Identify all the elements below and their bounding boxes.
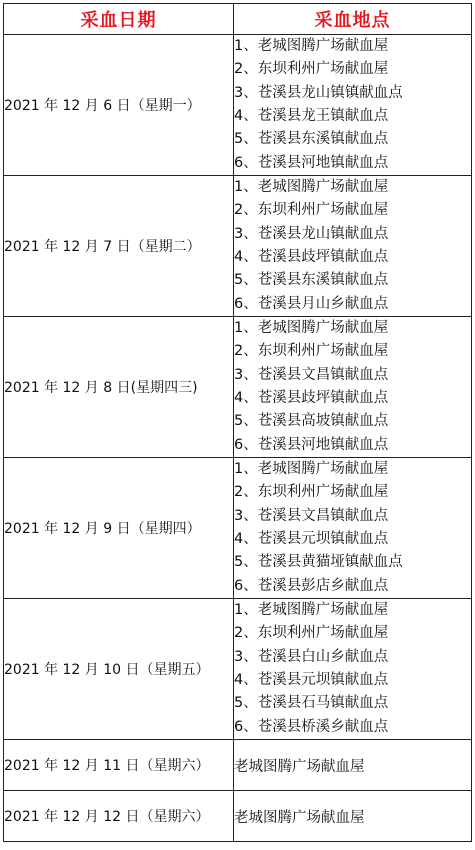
location-item: 5、苍溪县东溪镇献血点 xyxy=(234,131,389,148)
header-row xyxy=(4,4,472,35)
location-item: 6、苍溪县彭店乡献血点 xyxy=(234,577,389,594)
location-item: 4、苍溪县歧坪镇献血点 xyxy=(234,249,389,265)
location-item: 6、苍溪县月山乡献血点 xyxy=(234,295,389,312)
location-item: 4、苍溪县元坝镇献血点 xyxy=(234,531,389,547)
date-cell: 2021 年 12 月 8 日(星期四三) xyxy=(4,317,234,458)
location-item: 5、苍溪县东溪镇献血点 xyxy=(234,272,389,289)
table-row xyxy=(4,599,472,740)
location-item: 2、东坝利州广场献血屋 xyxy=(234,484,389,501)
location-item: 5、苍溪县石马镇献血点 xyxy=(234,695,389,712)
location-item: 3、苍溪县龙山镇镇献血点 xyxy=(234,84,403,101)
location-item: 3、苍溪县文昌镇献血点 xyxy=(234,507,389,524)
location-cell xyxy=(234,599,472,740)
table-row xyxy=(4,458,472,599)
location-item: 6、苍溪县桥溪乡献血点 xyxy=(234,718,389,735)
location-item: 5、苍溪县高坡镇献血点 xyxy=(234,413,389,430)
location-item: 老城图腾广场献血屋 xyxy=(234,809,365,826)
location-item: 1、老城图腾广场献血屋 xyxy=(234,179,389,196)
date-cell: 2021 年 12 月 12 日（星期六） xyxy=(4,791,234,842)
date-cell: 2021 年 12 月 6 日（星期一） xyxy=(4,35,234,176)
location-item: 1、老城图腾广场献血屋 xyxy=(234,320,389,337)
date-cell: 2021 年 12 月 9 日（星期四） xyxy=(4,458,234,599)
location-item: 4、苍溪县歧坪镇献血点 xyxy=(234,390,389,406)
location-cell xyxy=(234,317,472,458)
location-cell xyxy=(234,35,472,176)
location-item: 2、东坝利州广场献血屋 xyxy=(234,343,389,360)
location-cell xyxy=(234,458,472,599)
location-item: 2、东坝利州广场献血屋 xyxy=(234,202,389,219)
location-cell xyxy=(234,176,472,317)
date-cell: 2021 年 12 月 11 日（星期六） xyxy=(4,740,234,791)
location-item: 5、苍溪县黄猫垭镇献血点 xyxy=(234,554,403,571)
date-column-header: 采血日期 xyxy=(4,4,234,35)
table-row xyxy=(4,791,472,842)
date-cell: 2021 年 12 月 7 日（星期二） xyxy=(4,176,234,317)
blood-collection-schedule-table xyxy=(3,3,472,842)
location-item: 老城图腾广场献血屋 xyxy=(234,758,365,775)
location-item: 1、老城图腾广场献血屋 xyxy=(234,461,389,478)
location-item: 6、苍溪县河地镇献血点 xyxy=(234,436,389,453)
location-item: 1、老城图腾广场献血屋 xyxy=(234,602,389,619)
location-item: 2、东坝利州广场献血屋 xyxy=(234,61,389,78)
table-row xyxy=(4,35,472,176)
location-item: 4、苍溪县龙王镇献血点 xyxy=(234,108,389,124)
table-row xyxy=(4,176,472,317)
location-item: 1、老城图腾广场献血屋 xyxy=(234,38,389,55)
date-cell: 2021 年 12 月 10 日（星期五） xyxy=(4,599,234,740)
location-item: 3、苍溪县龙山镇献血点 xyxy=(234,225,389,242)
table-row xyxy=(4,317,472,458)
location-cell xyxy=(234,791,472,842)
location-cell xyxy=(234,740,472,791)
location-column-header: 采血地点 xyxy=(234,4,472,35)
location-item: 3、苍溪县文昌镇献血点 xyxy=(234,366,389,383)
location-item: 3、苍溪县白山乡献血点 xyxy=(234,648,389,665)
table-row xyxy=(4,740,472,791)
location-item: 2、东坝利州广场献血屋 xyxy=(234,625,389,642)
location-item: 4、苍溪县元坝镇献血点 xyxy=(234,672,389,688)
location-item: 6、苍溪县河地镇献血点 xyxy=(234,154,389,171)
